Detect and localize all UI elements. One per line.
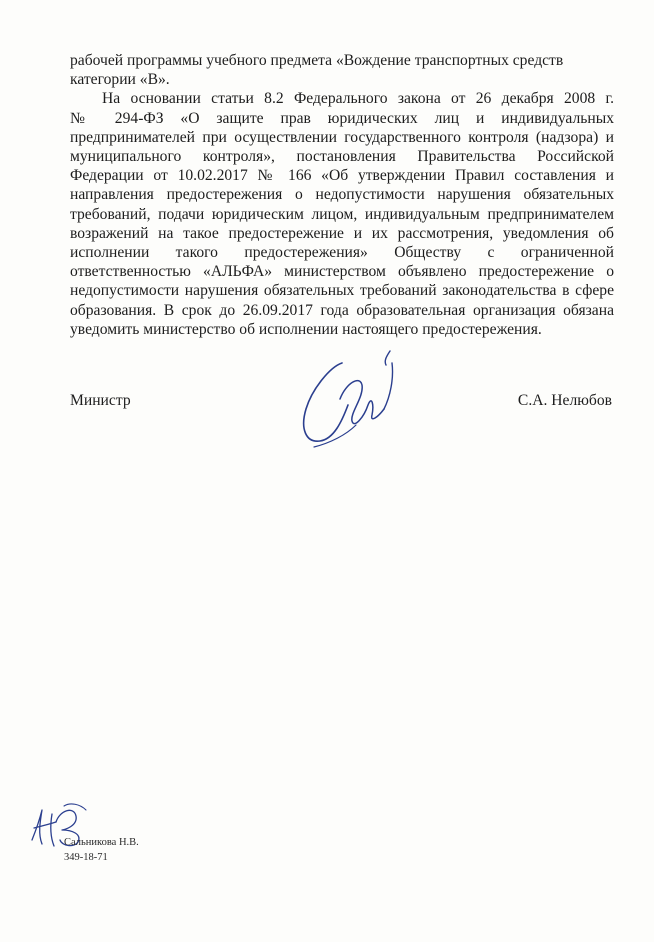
body-line: ответственностью «АЛЬФА» министерством объявлено предостережение о xyxy=(70,263,614,281)
signatory-name: С.А. Нелюбов xyxy=(517,392,612,409)
executor-info xyxy=(64,835,139,865)
body-line: недопустимости нарушения обязательных требований законодательства в сфере xyxy=(70,282,614,300)
body-line: возражений на такое предостережение и их рассмотрения, уведомления об xyxy=(70,224,614,242)
body-line: муниципального контроля», постановления Правительства Российской xyxy=(70,148,614,166)
minister-signature xyxy=(290,343,410,463)
body-line: образования. В срок до 26.09.2017 года образовательная организация обязана xyxy=(70,301,614,319)
body-line: направления предостережения о недопустимости нарушения обязательных xyxy=(70,186,614,204)
executor-phone: 349-18-71 xyxy=(64,852,108,863)
body-line: категории «В». xyxy=(70,71,170,89)
body-line: рабочей программы учебного предмета «Вождение транспортных средств xyxy=(70,52,564,69)
letter-body xyxy=(70,51,614,339)
body-line: № 294-ФЗ «О защите прав юридических лиц и индивидуальных xyxy=(70,109,614,127)
body-line: предпринимателей при осуществлении государственного контроля (надзора) и xyxy=(70,128,614,146)
body-line: На основании статьи 8.2 Федерального закона от 26 декабря 2008 г. xyxy=(102,90,614,108)
body-line: уведомить министерство об исполнении настоящего предостережения. xyxy=(70,320,542,338)
body-line: Федерации от 10.02.2017 № 166 «Об утверждении Правил составления и xyxy=(70,167,614,185)
executor-name: Сальникова Н.В. xyxy=(64,837,139,848)
body-line: исполнении такого предостережения» Обществу с ограниченной xyxy=(70,244,614,262)
body-line: требований, подачи юридическим лицом, индивидуальным предпринимателем xyxy=(70,205,614,223)
signatory-title: Министр xyxy=(70,392,131,409)
